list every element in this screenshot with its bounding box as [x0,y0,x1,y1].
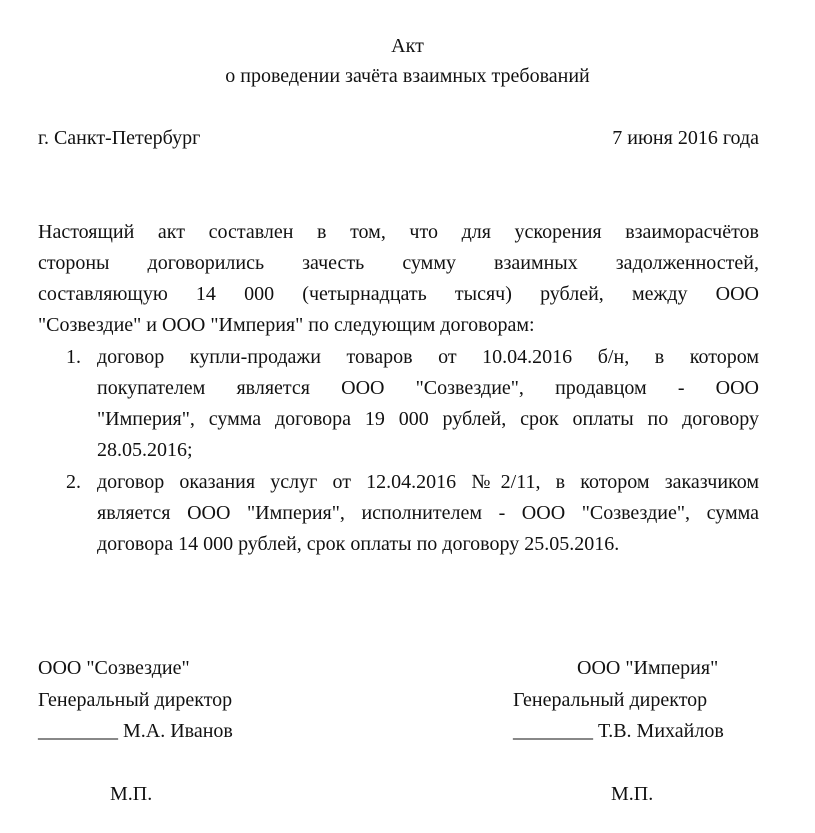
city: г. Санкт-Петербург [38,127,201,149]
list-line: покупателем является ООО "Созвездие", продавцом - ООО [97,377,759,399]
left-signatory-name: М.А. Иванов [123,720,233,742]
intro-line: составляющую 14 000 (четырнадцать тысяч) рублей, между ООО [38,283,759,305]
intro-line: стороны договорились зачесть сумму взаимных задолженностей, [38,252,759,274]
intro-line: "Созвездие" и ООО "Империя" по следующим договорам: [38,314,535,336]
right-position: Генеральный директор [513,689,708,711]
list-line: является ООО "Империя", исполнителем - ООО "Созвездие", сумма [97,502,759,524]
list-line: 28.05.2016; [97,439,193,461]
document-date: 7 июня 2016 года [612,127,759,149]
right-stamp: М.П. [611,783,654,805]
intro-line: Настоящий акт составлен в том, что для ускорения взаиморасчётов [38,221,759,243]
left-stamp: М.П. [110,783,153,805]
signature-line: ________ [38,720,118,742]
list-number: 2. [66,471,81,493]
list-line: договор купли-продажи товаров от 10.04.2016 б/н, в котором [97,346,759,368]
list-line: договора 14 000 рублей, срок оплаты по договору 25.05.2016. [97,533,620,555]
document-subtitle: о проведении зачёта взаимных требований [225,65,590,87]
list-line: договор оказания услуг от 12.04.2016 №2/11, в котором заказчиком [97,471,759,493]
document-title: Акт [391,35,424,57]
left-company: ООО "Созвездие" [38,657,190,679]
left-signature [38,719,233,743]
right-company: ООО "Империя" [577,657,719,679]
left-position: Генеральный директор [38,689,233,711]
list-number: 1. [66,346,81,368]
list-line: "Империя", сумма договора 19 000 рублей, срок оплаты по договору [97,408,759,430]
signature-line: ________ [513,720,593,742]
right-signature [513,719,724,743]
right-signatory-name: Т.В. Михайлов [598,720,724,742]
